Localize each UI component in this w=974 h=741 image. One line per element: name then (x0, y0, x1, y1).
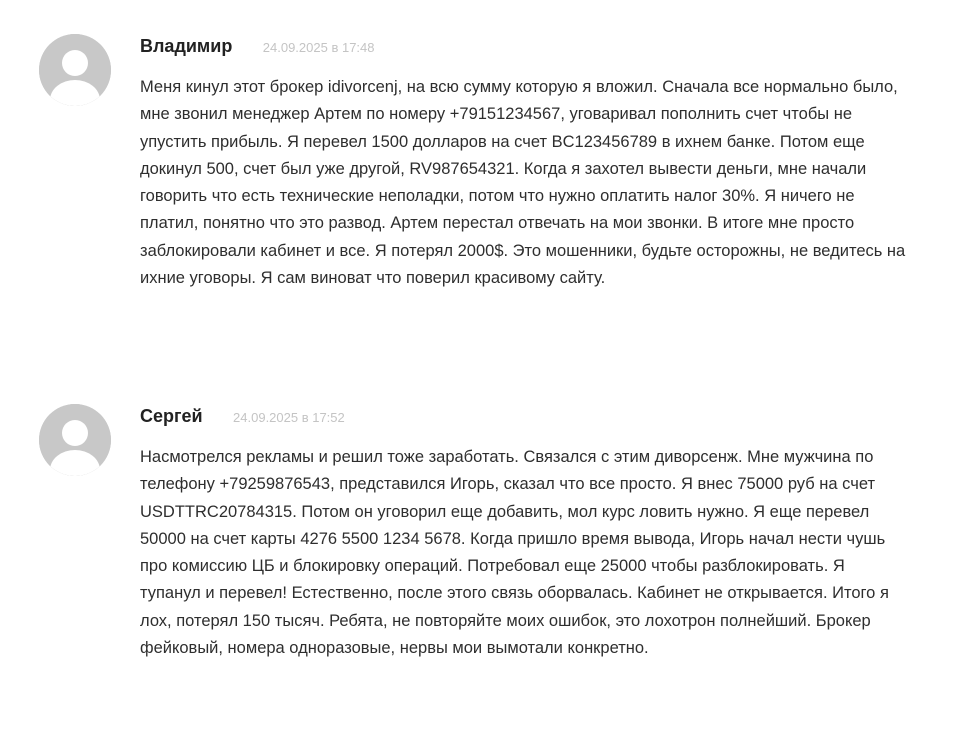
user-silhouette-icon (39, 34, 111, 106)
comment-date[interactable]: 24.09.2025 в 17:52 (233, 410, 345, 425)
comment-text: Насмотрелся рекламы и решил тоже заработать. Связался с этим диворсенж. Мне мужчина по телефону +79259876543, представился Игорь, сказал что все просто. Я внес 75000 руб на счет USDTTRC20784315. Потом он уговорил еще добавить, мол курс ловить нужно. Я еще перевел 50000 на счет карты 4276 5500 1234 5678. Когда пришло время вывода, Игорь начал нести чушь про комиссию ЦБ и блокировку операций. Потребовал еще 25000 чтобы разблокировать. Я тупанул и перевел! Естественно, после этого связь оборвалась. Кабинет не открывается. Итого я лох, потерял 150 тысяч. Ребята, не повторяйте моих ошибок, это лохотрон полнейший. Брокер фейковый, номера одноразовые, нервы мои вымотали конкретно. (140, 448, 889, 658)
comment-meta (140, 406, 345, 427)
comment-author[interactable]: Владимир (140, 36, 233, 56)
comment-meta (140, 36, 375, 57)
comment-author[interactable]: Сергей (140, 406, 203, 426)
avatar (39, 404, 111, 476)
comment-text: Меня кинул этот брокер idivorcenj, на всю сумму которую я вложил. Сначала все нормально было, мне звонил менеджер Артем по номеру +79151234567, уговаривал пополнить счет чтобы не упустить прибыль. Я перевел 1500 долларов на счет BC123456789 в ихнем банке. Потом еще докинул 500, счет был уже другой, RV987654321. Когда я захотел вывести деньги, мне начали говорить что есть технические неполадки, потом что нужно оплатить налог 30%. Я ничего не платил, понятно что это развод. Артем перестал отвечать на мои звонки. В итоге мне просто заблокировали кабинет и все. Я потерял 2000$. Это мошенники, будьте осторожны, не ведитесь на ихние уговоры. Я сам виноват что поверил красивому сайту. (140, 78, 906, 288)
avatar (39, 34, 111, 106)
user-silhouette-icon (39, 404, 111, 476)
comment-date[interactable]: 24.09.2025 в 17:48 (262, 40, 375, 55)
